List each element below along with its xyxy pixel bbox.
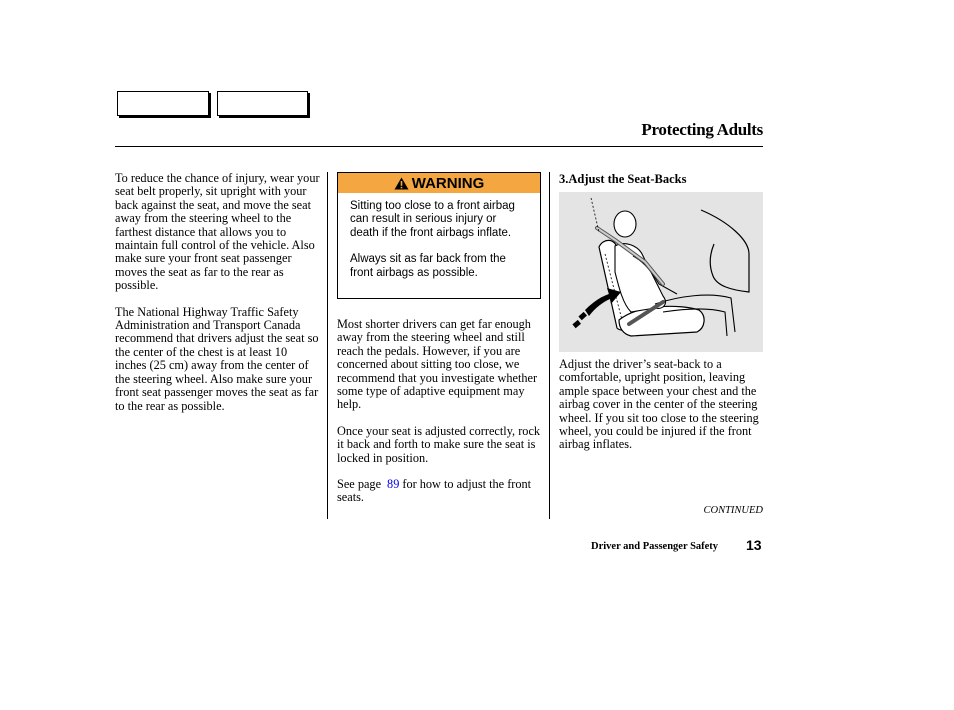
seat-back-adjustment-illustration [559, 192, 763, 352]
warning-box [337, 172, 541, 299]
section-heading: 3.Adjust the Seat-Backs [559, 172, 687, 186]
footer-section-label: Driver and Passenger Safety [591, 541, 719, 552]
warning-text-2: Always sit as far back from the front airbags as possible. [350, 253, 506, 279]
left-column [115, 172, 320, 426]
right-paragraph: Adjust the driver’s seat-back to a comfortable, upright position, leaving ample space between your chest and the airbag cover in the center of the steering wheel. If you sit too close to the steering wheel, you could be injured if the front airbag inflates. [559, 357, 759, 452]
warning-text-1: Sitting too close to a front airbag can result in serious injury or death if the front airbags inflate. [350, 200, 515, 239]
nav-button-index[interactable] [217, 91, 308, 116]
see-page-prefix: See page [337, 477, 382, 492]
see-page-suffix: for how to adjust the front seats. [337, 477, 532, 505]
continued-label: CONTINUED [703, 505, 763, 516]
warning-header [338, 173, 540, 193]
left-paragraph-1: To reduce the chance of injury, wear your seat belt properly, sit upright with your back against the seat, and move the seat away from the steering wheel to the farthest distance that allows you to maintain full control of the vehicle. Also make sure your front seat passenger moves the seat as far to the rear as possible. [115, 171, 320, 293]
illustration-drawing [559, 192, 763, 352]
warning-body [338, 193, 540, 280]
page-title: Protecting Adults [641, 120, 763, 139]
middle-column [337, 318, 542, 518]
title-divider [115, 146, 763, 147]
column-divider-1 [327, 172, 328, 519]
middle-paragraph-1: Most shorter drivers can get far enough away from the steering wheel and still reach the pedals. However, if you are concerned about sitting too close, we recommend that you investigate whether some type of adaptive equipment may help. [337, 317, 538, 412]
middle-paragraph-2: Once your seat is adjusted correctly, rock it back and forth to make sure the seat is locked in position. [337, 423, 541, 465]
page-89-link[interactable]: 89 [387, 477, 400, 492]
nav-button-toc[interactable] [117, 91, 209, 116]
right-column [559, 358, 759, 465]
left-paragraph-2: The National Highway Traffic Safety Administration and Transport Canada recommend that drivers adjust the seat so the center of the chest is at least 10 inches (25 cm) away from the center of the steering wheel. Also make sure your front seat passenger moves the seat as far to the rear as possible. [115, 304, 319, 413]
warning-triangle-icon [394, 177, 409, 190]
see-page-paragraph [337, 478, 542, 505]
page-number: 13 [746, 537, 762, 553]
warning-label: WARNING [411, 174, 485, 192]
column-divider-2 [549, 172, 550, 519]
